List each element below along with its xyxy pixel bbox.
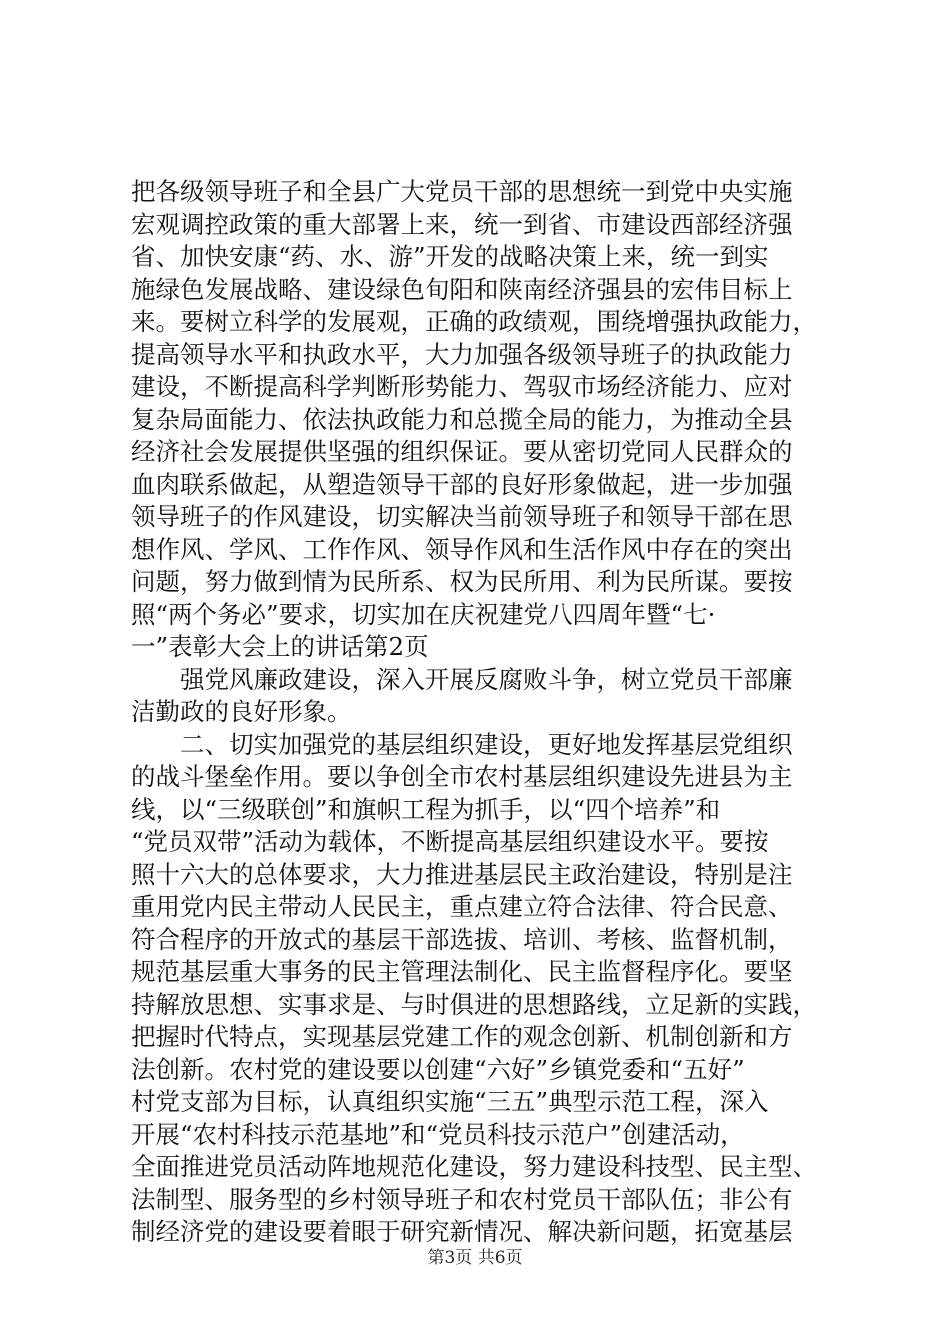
text-line: 全面推进党员活动阵地规范化建设，努力建设科技型、民主型、 xyxy=(131,1152,817,1181)
text-line: 把各级领导班子和全县广大党员干部的思想统一到党中央实施 xyxy=(131,177,793,206)
page-footer: 第3页 共6页 xyxy=(427,1248,523,1268)
text-line: 持解放思想、实事求是、与时俱进的思想路线，立足新的实践， xyxy=(131,989,817,1019)
text-line: 符合程序的开放式的基层干部选拔、培训、考核、监督机制， xyxy=(131,924,793,954)
body-text xyxy=(131,176,831,1249)
text-line: 问题，努力做到情为民所系、权为民所用、利为民所谋。要按 xyxy=(131,567,793,596)
text-line: 的战斗堡垒作用。要以争创全市农村基层组织建设先进县为主 xyxy=(131,762,793,791)
text-line: 把握时代特点，实现基层党建工作的观念创新、机制创新和方 xyxy=(131,1022,793,1051)
text-line: 建设，不断提高科学判断形势能力、驾驭市场经济能力、应对 xyxy=(131,372,793,401)
text-line: “党员双带”活动为载体，不断提高基层组织建设水平。要按 xyxy=(131,827,769,856)
text-line: 照“两个务必”要求，切实加在庆祝建党八四周年暨“七· xyxy=(131,599,716,629)
text-line: 二、切实加强党的基层组织建设，更好地发挥基层党组织 xyxy=(131,729,793,759)
text-line: 规范基层重大事务的民主管理法制化、民主监督程序化。要坚 xyxy=(131,957,793,986)
text-line: 法创新。农村党的建设要以创建“六好”乡镇党委和“五好” xyxy=(131,1054,745,1084)
text-line: 来。要树立科学的发展观，正确的政绩观，围绕增强执政能力， xyxy=(131,307,817,336)
text-line: 开展“农村科技示范基地”和“党员科技示范户”创建活动， xyxy=(131,1119,745,1149)
text-line: 施绿色发展战略、建设绿色旬阳和陕南经济强县的宏伟目标上 xyxy=(131,274,793,304)
text-line: 洁勤政的良好形象。 xyxy=(131,697,352,726)
text-line: 省、加快安康“药、水、游”开发的战略决策上来，统一到实 xyxy=(131,242,769,271)
text-line: 提高领导水平和执政水平，大力加强各级领导班子的执政能力 xyxy=(131,339,793,369)
text-line: 血肉联系做起，从塑造领导干部的良好形象做起，进一步加强 xyxy=(131,469,793,499)
text-line: 重用党内民主带动人民民主，重点建立符合法律、符合民意、 xyxy=(131,892,793,921)
text-line: 一”表彰大会上的讲话第2页 xyxy=(131,632,429,661)
text-line: 线，以“三级联创”和旗帜工程为抓手，以“四个培养”和 xyxy=(131,794,721,824)
text-line: 照十六大的总体要求，大力推进基层民主政治建设，特别是注 xyxy=(131,859,793,889)
text-line: 复杂局面能力、依法执政能力和总揽全局的能力，为推动全县 xyxy=(131,404,793,434)
text-line: 强党风廉政建设，深入开展反腐败斗争，树立党员干部廉 xyxy=(131,664,793,694)
text-line: 领导班子的作风建设，切实解决当前领导班子和领导干部在思 xyxy=(131,502,793,531)
text-line: 法制型、服务型的乡村领导班子和农村党员干部队伍；非公有 xyxy=(131,1184,793,1214)
text-line: 经济社会发展提供坚强的组织保证。要从密切党同人民群众的 xyxy=(131,437,793,466)
text-line: 制经济党的建设要着眼于研究新情况、解决新问题，拓宽基层 xyxy=(131,1217,793,1246)
text-line: 村党支部为目标，认真组织实施“三五”典型示范工程，深入 xyxy=(131,1087,769,1116)
text-line: 想作风、学风、工作作风、领导作风和生活作风中存在的突出 xyxy=(131,534,793,564)
text-line: 宏观调控政策的重大部署上来，统一到省、市建设西部经济强 xyxy=(131,209,793,239)
